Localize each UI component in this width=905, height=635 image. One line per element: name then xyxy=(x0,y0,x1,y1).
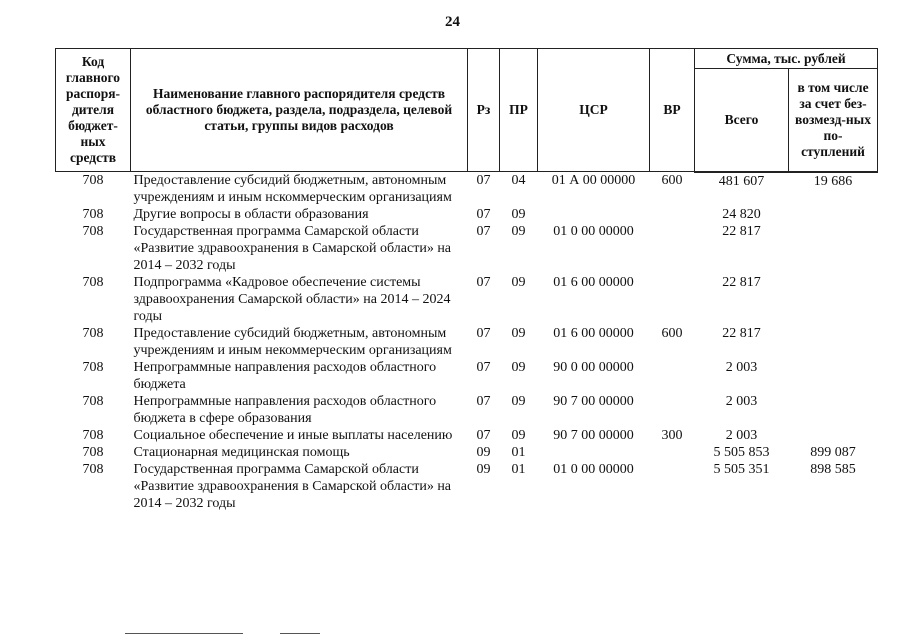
row-csr: 01 А 00 00000 xyxy=(551,173,636,188)
row-csr: 01 0 00 00000 xyxy=(553,462,634,477)
row-total: 481 607 xyxy=(718,173,765,189)
row-total: 2 003 xyxy=(725,428,758,443)
row-rz: 07 xyxy=(476,173,491,188)
row-code: 708 xyxy=(82,394,104,409)
row-total: 5 505 351 xyxy=(713,462,770,477)
row-vr xyxy=(650,444,695,461)
table-row xyxy=(56,461,878,512)
row-name: Предоставление субсидий бюджетным, автономным учреждениям и иным нскоммерческим организациям xyxy=(133,173,452,205)
row-code: 708 xyxy=(82,445,104,460)
table-row xyxy=(56,274,878,325)
row-incl xyxy=(789,223,878,274)
row-total: 22 817 xyxy=(722,275,761,290)
row-rz: 09 xyxy=(476,445,491,460)
table-row xyxy=(56,393,878,427)
row-pr: 09 xyxy=(511,326,526,341)
row-incl: 899 087 xyxy=(810,445,856,460)
row-code: 708 xyxy=(82,428,104,443)
row-code: 708 xyxy=(82,173,104,188)
row-code: 708 xyxy=(82,326,104,341)
row-total: 24 820 xyxy=(722,207,761,222)
row-rz: 07 xyxy=(476,394,491,409)
row-pr: 01 xyxy=(511,445,526,460)
row-incl xyxy=(789,427,878,444)
row-incl xyxy=(789,359,878,393)
row-csr: 90 0 00 00000 xyxy=(553,360,634,375)
row-pr: 09 xyxy=(511,224,526,239)
row-name: Предоставление субсидий бюджетным, автономным учреждениям и иным некоммерческим организациям xyxy=(133,326,452,358)
row-vr xyxy=(650,206,695,223)
row-csr xyxy=(538,206,650,223)
row-vr xyxy=(650,461,695,512)
row-vr xyxy=(650,274,695,325)
row-code: 708 xyxy=(82,360,104,375)
header-incl: в том числе за счет без-возмезд-ных по-ступлений xyxy=(789,69,878,172)
row-code: 708 xyxy=(82,207,104,222)
row-name: Государственная программа Самарской области «Развитие здравоохранения в Самарской области» на 2014 – 2032 годы xyxy=(133,224,452,273)
row-pr: 09 xyxy=(511,207,526,222)
row-name: Государственная программа Самарской области «Развитие здравоохранения в Самарской области» на 2014 – 2032 годы xyxy=(133,462,452,511)
row-name: Другие вопросы в области образования xyxy=(133,207,369,222)
row-total: 22 817 xyxy=(722,224,761,239)
row-rz: 07 xyxy=(476,428,491,443)
table-row xyxy=(56,444,878,461)
table-row xyxy=(56,206,878,223)
row-pr: 09 xyxy=(511,394,526,409)
row-incl: 898 585 xyxy=(810,462,856,477)
header-name: Наименование главного распорядителя средств областного бюджета, раздела, подраздела, целевой статьи, группы видов расходов xyxy=(131,49,468,172)
table-row xyxy=(56,325,878,359)
table-row xyxy=(56,427,878,444)
header-sum: Сумма, тыс. рублей xyxy=(695,49,878,69)
row-csr xyxy=(538,444,650,461)
row-incl xyxy=(789,274,878,325)
row-name: Стационарная медицинская помощь xyxy=(133,445,350,460)
budget-table xyxy=(55,48,878,512)
table-row xyxy=(56,223,878,274)
row-name: Непрограммные направления расходов областного бюджета в сфере образования xyxy=(133,394,437,426)
header-pr: ПР xyxy=(500,49,538,172)
row-vr: 600 xyxy=(661,326,683,341)
row-pr: 09 xyxy=(511,275,526,290)
header-rz: Рз xyxy=(468,49,500,172)
row-total: 2 003 xyxy=(725,394,758,409)
row-rz: 07 xyxy=(476,326,491,341)
row-pr: 01 xyxy=(511,462,526,477)
row-incl xyxy=(789,393,878,427)
row-vr xyxy=(650,393,695,427)
footer-rule xyxy=(125,633,243,634)
row-rz: 07 xyxy=(476,207,491,222)
row-pr: 04 xyxy=(511,173,526,188)
row-rz: 07 xyxy=(476,275,491,290)
row-csr: 01 6 00 00000 xyxy=(553,275,634,290)
row-vr: 600 xyxy=(661,173,683,188)
row-rz: 09 xyxy=(476,462,491,477)
row-total: 2 003 xyxy=(725,360,758,375)
row-csr: 90 7 00 00000 xyxy=(553,428,634,443)
row-incl: 19 686 xyxy=(813,173,853,189)
row-code: 708 xyxy=(82,462,104,477)
footer-rule xyxy=(280,633,320,634)
header-vr: ВР xyxy=(650,49,695,172)
page-number: 24 xyxy=(445,14,460,30)
row-code: 708 xyxy=(82,224,104,239)
header-total: Всего xyxy=(695,69,789,172)
row-vr xyxy=(650,359,695,393)
row-rz: 07 xyxy=(476,224,491,239)
row-rz: 07 xyxy=(476,360,491,375)
row-csr: 01 6 00 00000 xyxy=(553,326,634,341)
row-incl xyxy=(789,325,878,359)
table-row xyxy=(56,172,878,207)
row-code: 708 xyxy=(82,275,104,290)
row-total: 5 505 853 xyxy=(713,445,770,460)
row-csr: 90 7 00 00000 xyxy=(553,394,634,409)
row-name: Подпрограмма «Кадровое обеспечение системы здравоохранения Самарской области» на 2014 – 2024 годы xyxy=(133,275,451,324)
row-csr: 01 0 00 00000 xyxy=(553,224,634,239)
row-name: Социальное обеспечение и иные выплаты населению xyxy=(133,428,453,443)
row-incl xyxy=(789,206,878,223)
row-total: 22 817 xyxy=(722,326,761,341)
header-csr: ЦСР xyxy=(538,49,650,172)
row-name: Непрограммные направления расходов областного бюджета xyxy=(133,360,437,392)
row-vr xyxy=(650,223,695,274)
row-pr: 09 xyxy=(511,360,526,375)
table-row xyxy=(56,359,878,393)
row-pr: 09 xyxy=(511,428,526,443)
row-vr: 300 xyxy=(661,428,683,443)
header-code: Код главного распоря-дителя бюджет-ных средств xyxy=(56,49,131,172)
